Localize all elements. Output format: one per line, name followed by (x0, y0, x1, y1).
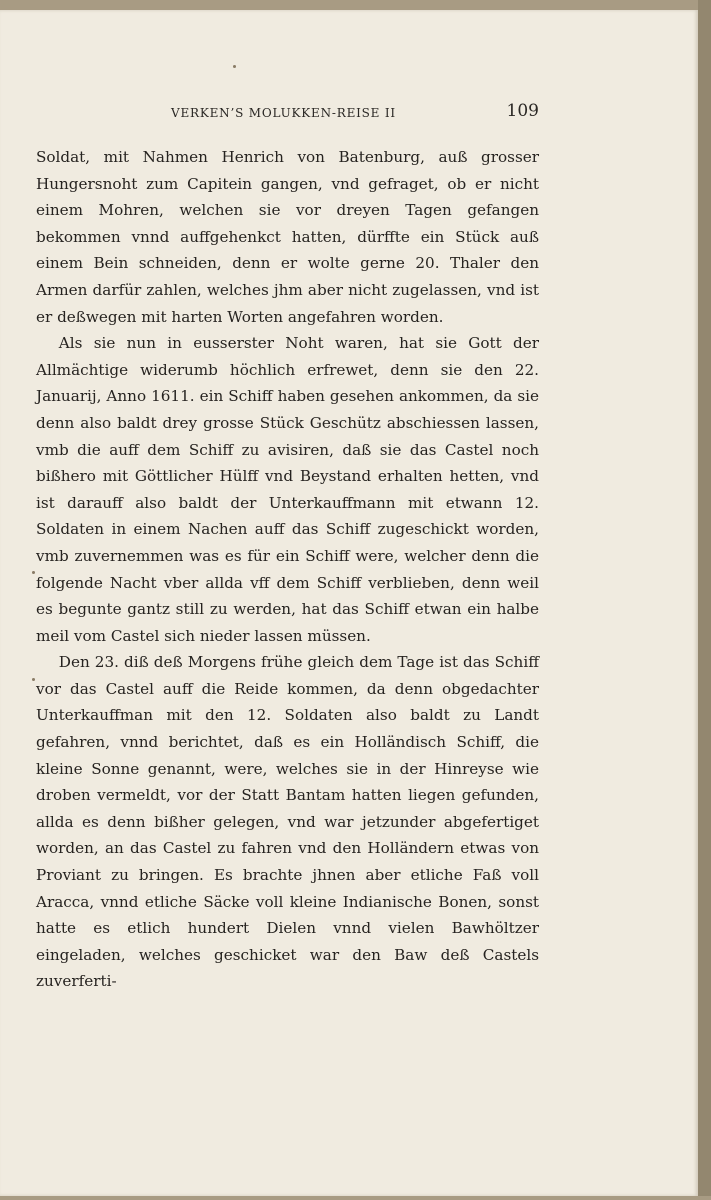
scan-right-edge (698, 0, 711, 1200)
running-head: VERKEN’S MOLUKKEN-REISE II (171, 106, 396, 120)
paragraph: Soldat, mit Nahmen Henrich von Batenburg, auß grosser Hungersnoht zum Capitein gangen, vnd gefraget, ob er nicht einem Mohren, welchen sie vor dreyen Tagen gefangen bekommen vnnd auffgehenkct hatten, dürffte ein Stück auß einem Bein schneiden, denn er wolte gerne 20. Thaler den Armen darfür zahlen, welches jhm aber nicht zugelassen, vnd ist er deßwegen mit harten Worten angefahren worden. (36, 148, 539, 326)
scan-top-edge (0, 0, 711, 10)
paper-speck (233, 65, 236, 68)
paper-speck (32, 678, 35, 681)
page-header (36, 100, 539, 128)
paper-speck (32, 571, 35, 574)
page-number: 109 (506, 101, 539, 121)
body-text (36, 144, 539, 995)
paragraph: Als sie nun in eusserster Noht waren, hat sie Gott der Allmächtige widerumb höchlich erfrewet, denn sie den 22. Januarij, Anno 1611. ein Schiff haben gesehen ankommen, da sie denn also baldt drey grosse Stück Geschütz abschiessen lassen, vmb die auff dem Schiff zu avisiren, daß sie das Castel noch bißhero mit Göttlicher Hülff vnd Beystand erhalten hetten, vnd ist darauff also baldt der Unterkauffmann mit etwann 12. Soldaten in einem Nachen auff das Schiff zugeschickt worden, vmb zuvernemmen was es für ein Schiff were, welcher denn die folgende Nacht vber allda vff dem Schiff verblieben, denn weil es begunte gantz still zu werden, hat das Schiff etwan ein halbe meil vom Castel sich nieder lassen müssen. (36, 334, 539, 645)
paragraph: Den 23. diß deß Morgens frühe gleich dem Tage ist das Schiff vor das Castel auff die Reide kommen, da denn obgedachter Unterkauffman mit den 12. Soldaten also baldt zu Landt gefahren, vnnd berichtet, daß es ein Holländisch Schiff, die kleine Sonne genannt, were, welches sie in der Hinreyse wie droben vermeldt, vor der Statt Bantam hatten liegen gefunden, allda es denn bißher gelegen, vnd war jetzunder abgefertiget worden, an das Castel zu fahren vnd den Holländern etwas von Proviant zu bringen. Es brachte jhnen aber etliche Faß voll Aracca, vnnd etliche Säcke voll kleine Indianische Bonen, sonst hatte es etlich hundert Dielen vnnd vielen Bawhöltzer eingeladen, welches geschicket war den Baw deß Castels zuverferti- (36, 653, 539, 991)
scan-bottom-edge (0, 1196, 711, 1200)
